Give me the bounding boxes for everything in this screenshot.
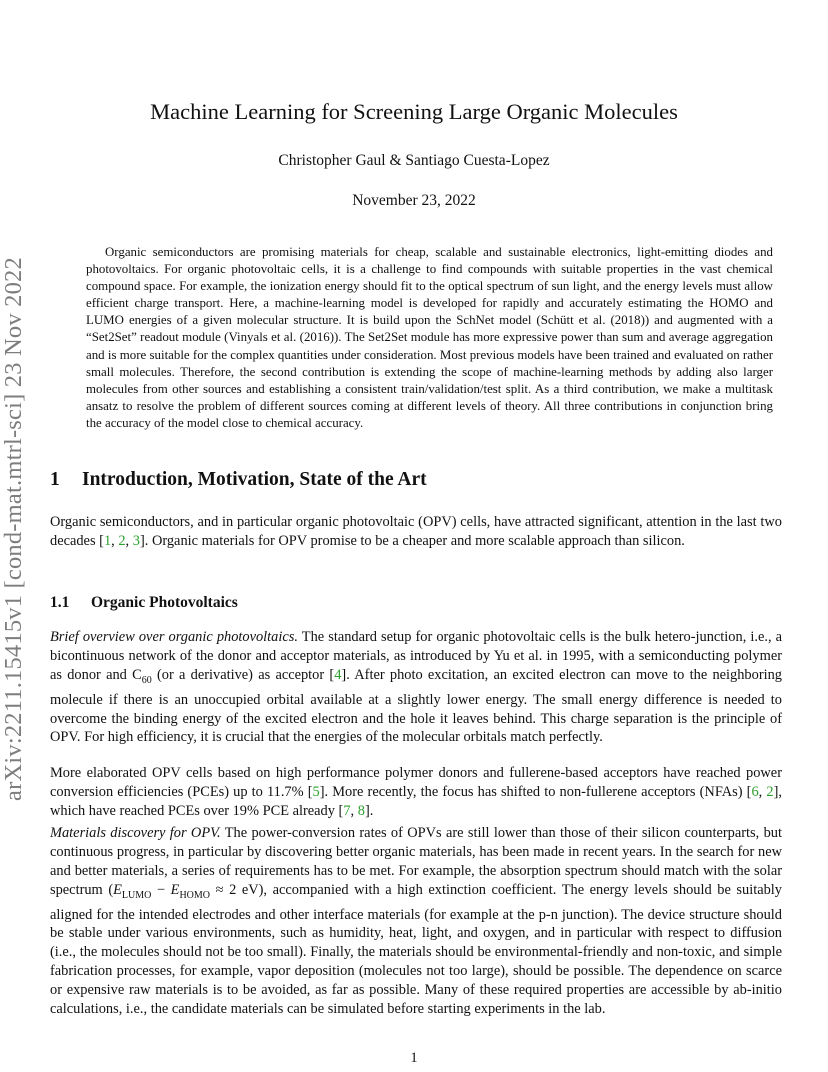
math-symbol: E (170, 881, 180, 898)
publication-date: November 23, 2022 (352, 192, 476, 209)
text-run: The standard setup for organic photovoltaic cells is the bulk hetero-junction, i.e., a bicontinuous network of the donor and acceptor materials, as introduced by Yu et al. in 1995, with a semiconducting polymer as donor and C (50, 629, 783, 683)
text-run: (or a derivative) as acceptor [ (151, 666, 335, 683)
citation-link[interactable]: 8 (357, 802, 365, 819)
page-number: 1 (410, 1050, 418, 1066)
paragraph-lead: Materials discovery for OPV. (50, 825, 221, 841)
subsection-title: Organic Photovoltaics (91, 594, 238, 611)
section-number: 1 (50, 469, 60, 490)
text-run: ]. After photo excitation, an excited electron can move to the neighboring molecule if there is an unoccupied orbital available at a slightly lower energy. The small energy difference is needed to overcome the binding energy of the excited electron and the hole it leaves behind. This charge separation is the principle of OPV. For high efficiency, it is crucial that the energies of the molecular orbitals match perfectly. (50, 666, 782, 746)
citation-link[interactable]: 2 (118, 532, 126, 549)
math-symbol: E (113, 881, 122, 898)
abstract: Organic semiconductors are promising materials for cheap, scalable and sustainable electronics, light-emitting diodes and photovoltaics. For organic photovoltaic cells, it is a challenge to find compounds with suitable properties in the vast chemical compound space. For example, the ionization energy should fit to the optical spectrum of sun light, and the energy levels must allow efficient charge transport. Here, a machine-learning model is developed for rapidly and accurately estimating the HOMO and LUMO energies of a given molecular structure. It is build upon the SchNet model (Schütt et al. (2018)) and augmented with a “Set2Set” readout module (Vinyals et al. (2016)). The Set2Set module has more expressive power than sum and average aggregation and is more suitable for the complex quantities under consideration. Most previous models have been trained and evaluated on rather small molecules. Therefore, the second contribution is extending the scope of machine-learning methods by adding also larger molecules from other sources and establishing a consistent train/validation/test split. As a third contribution, we make a multitask ansatz to resolve the problem of different sources coming at different levels of theory. All three contributions in conjunction bring the accuracy of the model close to chemical accuracy. (86, 245, 773, 430)
subsection-heading-organic-photovoltaics (50, 594, 238, 612)
citation-link[interactable]: 2 (766, 783, 774, 800)
citation-link[interactable]: 7 (343, 802, 351, 819)
paper-title: Machine Learning for Screening Large Organic Molecules (150, 99, 678, 124)
math-operator: − (151, 881, 171, 898)
paragraph-efficiency: More elaborated OPV cells based on high performance polymer donors and fullerene-based acceptors have reached power conversion efficiencies (PCEs) up to 11.7% [5]. More recently, the focus has shifted to non-fullerene acceptors (NFAs) [6, 2], which have reached PCEs over 19% PCE already [7, 8]. (50, 765, 782, 819)
text-run: The power-conversion rates of OPVs are still lower than those of their silicon counterparts, but continuous progress, in particular by discovering better organic materials, has been made in recent years. In the search for new and better materials, a series of requirements has to be met. For example, the absorption spectrum should match with the solar spectrum ( (50, 825, 782, 898)
arxiv-identifier-stamp: arXiv:2211.15415v1 [cond-mat.mtrl-sci] 23 Nov 2022 (0, 257, 27, 801)
citation-link[interactable]: 1 (103, 532, 112, 549)
text-run: ]. (364, 802, 374, 819)
citation-link[interactable]: 3 (132, 532, 140, 549)
text-run: ], which have reached PCEs over 19% PCE already [ (50, 783, 782, 819)
text-run: Organic semiconductors, and in particular organic photovoltaic (OPV) cells, have attracted significant, attention in the last two decades [ (50, 514, 782, 549)
text-run: ), accompanied with a high extinction coefficient. The energy levels should be suitably aligned for the intended electrodes and other interface materials (for example at the p-n junction). The device structure should be stable under various environments, such as humidity, heat, light, and oxygen, and in particular with respect to diffusion (i.e., the molecules should not be too small). Finally, the materials should be environmental-friendly and non-toxic, and simple fabrication processes, for example, vapor deposition (molecules not too large), should be possible. The dependence on scarce or expensive raw materials is to be avoided, as far as possible. Many of these required properties are accessible by ab-initio calculations, i.e., the candidate materials can be simulated before starting experiments in the lab. (50, 881, 782, 1018)
paragraph-intro: Organic semiconductors, and in particular organic photovoltaic (OPV) cells, have attracted significant, attention in the last two decades [1, 2, 3]. Organic materials for OPV promise to be a cheaper and more scalable approach than silicon. (50, 514, 782, 549)
text-run: ]. Organic materials for OPV promise to be a cheaper and more scalable approach than silicon. (139, 532, 685, 549)
citation-link[interactable]: 4 (334, 666, 342, 683)
paragraph-materials-discovery (50, 824, 782, 1019)
section-title: Introduction, Motivation, State of the Art (82, 469, 427, 490)
section-heading-introduction (50, 469, 427, 491)
subscript: 60 (141, 674, 152, 686)
text-run: ]. More recently, the focus has shifted to non-fullerene acceptors (NFAs) [ (319, 783, 752, 800)
subsection-number: 1.1 (50, 594, 70, 611)
citation-link[interactable]: 6 (751, 783, 759, 800)
text-run: More elaborated OPV cells based on high performance polymer donors and fullerene-based acceptors have reached power conversion efficiencies (PCEs) up to 11.7% [ (50, 765, 782, 800)
math-operator: ≈ 2 eV (210, 881, 259, 898)
author-list: Christopher Gaul & Santiago Cuesta-Lopez (278, 152, 550, 169)
subscript: HOMO (179, 889, 211, 901)
citation-link[interactable]: 5 (312, 783, 320, 800)
subscript: LUMO (121, 889, 152, 901)
paragraph-lead: Brief overview over organic photovoltaics. (50, 629, 298, 645)
paragraph-overview (50, 628, 782, 747)
